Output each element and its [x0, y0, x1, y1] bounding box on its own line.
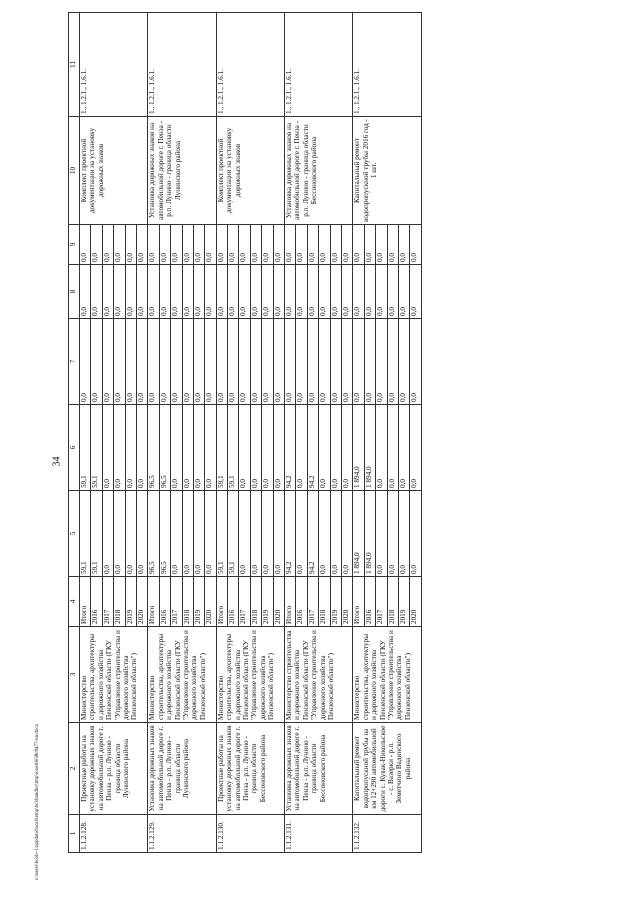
- row-activity-name: Установка дорожных знаков на автомобильной дороге г. Пенза - р.п. Лунино - граница области Бессоновского района: [285, 723, 353, 815]
- value-c9: 0,0: [125, 225, 136, 264]
- value-c5: 59,1: [217, 491, 228, 576]
- value-years: 2020: [136, 609, 145, 624]
- table-row: [285, 13, 353, 853]
- value-c7: 0,0: [114, 319, 125, 404]
- value-c6: 0,0: [273, 479, 282, 488]
- value-c8: 0,0: [102, 265, 113, 318]
- value-c7: 0,0: [250, 319, 261, 404]
- value-c5: 0,0: [262, 491, 273, 576]
- value-c6: 94,2: [307, 405, 318, 490]
- value-years: 2019: [262, 577, 273, 626]
- value-c6: 0,0: [398, 405, 409, 490]
- value-c6: 0,0: [125, 405, 136, 490]
- cell-years: [285, 577, 353, 627]
- value-c8: 0,0: [171, 265, 182, 318]
- column-header-2: 2: [69, 723, 80, 815]
- value-c7: 0,0: [91, 319, 102, 404]
- value-c9: 0,0: [364, 225, 375, 264]
- column-header-7: 7: [69, 319, 80, 405]
- value-c5: 0,0: [398, 491, 409, 576]
- value-c9: 0,0: [136, 253, 145, 262]
- cell-c7: [148, 319, 216, 405]
- value-c5: 0,0: [102, 491, 113, 576]
- row-result: Комплект проектной документации на установку дорожных знаков: [80, 117, 148, 225]
- value-c5: 0,0: [319, 491, 330, 576]
- value-c7: 0,0: [171, 319, 182, 404]
- value-c5: 0,0: [171, 491, 182, 576]
- value-c7: 0,0: [205, 393, 214, 402]
- cell-c5: [216, 491, 284, 577]
- table-row: [353, 13, 421, 853]
- value-years: 2017: [307, 577, 318, 626]
- row-activity-name: Капитальный ремонт водопропускной трубы на км 12+290 автомобильной дороги с. Кувак-Никольское - с. Вазерки - р.п. Земетчино Вадинского района: [353, 723, 421, 815]
- value-c9: 0,0: [91, 225, 102, 264]
- value-c8: 0,0: [307, 265, 318, 318]
- value-c7: 0,0: [319, 319, 330, 404]
- value-c9: 0,0: [250, 225, 261, 264]
- value-c8: 0,0: [341, 307, 350, 316]
- value-c8: 0,0: [182, 265, 193, 318]
- value-c6: 1 894,0: [353, 405, 364, 490]
- value-c8: 0,0: [217, 265, 228, 318]
- value-c9: 0,0: [205, 253, 214, 262]
- cell-c7: [216, 319, 284, 405]
- value-c9: 0,0: [307, 225, 318, 264]
- value-years: 2016: [228, 577, 239, 626]
- value-c6: 0,0: [410, 479, 419, 488]
- cell-c8: [80, 265, 148, 319]
- value-c5: 96,5: [148, 491, 159, 576]
- row-code: 1.1.2.130.: [216, 815, 284, 853]
- value-c7: 0,0: [125, 319, 136, 404]
- value-years: Итого: [217, 577, 228, 626]
- cell-c9: [80, 225, 148, 265]
- value-c7: 0,0: [410, 393, 419, 402]
- value-c6: 94,2: [285, 405, 296, 490]
- cell-years: [353, 577, 421, 627]
- value-c8: 0,0: [296, 265, 307, 318]
- value-c5: 0,0: [182, 491, 193, 576]
- value-years: 2017: [239, 577, 250, 626]
- value-c8: 0,0: [273, 307, 282, 316]
- value-c9: 0,0: [193, 225, 204, 264]
- value-c7: 0,0: [228, 319, 239, 404]
- value-years: 2017: [376, 577, 387, 626]
- cell-c6: [285, 405, 353, 491]
- table-row: [216, 13, 284, 853]
- column-header-6: 6: [69, 405, 80, 491]
- value-c7: 0,0: [80, 319, 91, 404]
- value-c8: 0,0: [159, 265, 170, 318]
- value-c5: 59,1: [228, 491, 239, 576]
- value-c6: 0,0: [262, 405, 273, 490]
- value-c8: 0,0: [193, 265, 204, 318]
- value-c7: 0,0: [239, 319, 250, 404]
- value-c9: 0,0: [410, 253, 419, 262]
- value-c9: 0,0: [273, 253, 282, 262]
- value-c7: 0,0: [193, 319, 204, 404]
- value-c6: 96,5: [159, 405, 170, 490]
- value-c9: 0,0: [171, 225, 182, 264]
- value-c7: 0,0: [273, 393, 282, 402]
- cell-c6: [353, 405, 421, 491]
- value-c5: 59,1: [91, 491, 102, 576]
- value-years: 2016: [159, 577, 170, 626]
- value-c5: 0,0: [376, 491, 387, 576]
- value-c9: 0,0: [341, 253, 350, 262]
- value-c9: 0,0: [262, 225, 273, 264]
- value-c5: 0,0: [205, 565, 214, 574]
- value-years: 2020: [205, 609, 214, 624]
- row-executor: Министерство строительства и дорожного хозяйства Пензенской области (ГКУ "Управление строительства и дорожного хозяйства Пензенской области"): [285, 627, 353, 723]
- value-c5: 0,0: [330, 491, 341, 576]
- value-years: Итого: [80, 577, 91, 626]
- row-activity-name: Проектные работы на установку дорожных знаков на автомобильной дороге г. Пенза - р.п. Лунино - граница области Лунинского района: [80, 723, 148, 815]
- value-c5: 0,0: [193, 491, 204, 576]
- value-c6: 0,0: [387, 405, 398, 490]
- value-c6: 0,0: [319, 405, 330, 490]
- cell-c6: [148, 405, 216, 491]
- value-c7: 0,0: [376, 319, 387, 404]
- table-row: [80, 13, 148, 853]
- value-c7: 0,0: [285, 319, 296, 404]
- program-table: [68, 12, 422, 853]
- value-c9: 0,0: [159, 225, 170, 264]
- value-c5: 96,5: [159, 491, 170, 576]
- value-years: 2018: [182, 577, 193, 626]
- value-c9: 0,0: [285, 225, 296, 264]
- row-result: Установка дорожных знаков на автомобильной дороге г. Пенза - р.п. Лунино - граница области Лунинского района: [148, 117, 216, 225]
- value-c5: 0,0: [136, 565, 145, 574]
- value-c8: 0,0: [330, 265, 341, 318]
- cell-c8: [216, 265, 284, 319]
- cell-c7: [285, 319, 353, 405]
- value-years: 2020: [273, 609, 282, 624]
- table-body: [80, 13, 422, 853]
- row-code: 1.1.2.132.: [353, 815, 421, 853]
- value-c6: 0,0: [136, 479, 145, 488]
- value-c5: 0,0: [273, 565, 282, 574]
- value-c9: 0,0: [148, 225, 159, 264]
- value-c8: 0,0: [228, 265, 239, 318]
- value-years: 2019: [125, 577, 136, 626]
- column-header-10: 10: [69, 117, 80, 225]
- value-c5: 0,0: [125, 491, 136, 576]
- value-c6: 0,0: [205, 479, 214, 488]
- row-executor: Министерство строительства, архитектуры и дорожного хозяйства Пензенской области (ГКУ "Управление строительства и дорожного хозяйства Пензенской области"): [353, 627, 421, 723]
- page-number: 34: [51, 456, 63, 467]
- value-c7: 0,0: [353, 319, 364, 404]
- value-c8: 0,0: [285, 265, 296, 318]
- value-c6: 0,0: [171, 405, 182, 490]
- value-years: 2018: [250, 577, 261, 626]
- value-c5: 0,0: [410, 565, 419, 574]
- value-c6: 0,0: [296, 405, 307, 490]
- value-years: Итого: [148, 577, 159, 626]
- value-years: 2016: [296, 577, 307, 626]
- value-c9: 0,0: [353, 225, 364, 264]
- row-reference: 1., 1.2.1., 1.6.1.: [216, 13, 284, 117]
- value-c6: 59,1: [228, 405, 239, 490]
- value-c9: 0,0: [217, 225, 228, 264]
- cell-c7: [80, 319, 148, 405]
- value-c8: 0,0: [250, 265, 261, 318]
- row-activity-name: Установка дорожных знаков на автомобильной дороге г. Пенза - р.п. Лунино - граница области Лунинского района: [148, 723, 216, 815]
- value-c9: 0,0: [319, 225, 330, 264]
- cell-c5: [285, 491, 353, 577]
- value-c6: 0,0: [330, 405, 341, 490]
- row-result: Комплект проектной документации на установку дорожных знаков: [216, 117, 284, 225]
- cell-c9: [353, 225, 421, 265]
- row-reference: 1., 1.2.1., 1.6.1.: [148, 13, 216, 117]
- value-c9: 0,0: [239, 225, 250, 264]
- value-c6: 96,5: [148, 405, 159, 490]
- value-c9: 0,0: [398, 225, 409, 264]
- cell-c8: [285, 265, 353, 319]
- value-c8: 0,0: [125, 265, 136, 318]
- value-c6: 59,1: [80, 405, 91, 490]
- value-c6: 59,1: [217, 405, 228, 490]
- value-c8: 0,0: [114, 265, 125, 318]
- value-c5: 0,0: [296, 491, 307, 576]
- value-c7: 0,0: [148, 319, 159, 404]
- value-c6: 59,1: [91, 405, 102, 490]
- column-header-9: 9: [69, 225, 80, 265]
- value-c8: 0,0: [387, 265, 398, 318]
- value-c5: 0,0: [239, 491, 250, 576]
- value-c6: 0,0: [341, 479, 350, 488]
- value-c7: 0,0: [364, 319, 375, 404]
- value-c5: 94,2: [307, 491, 318, 576]
- value-c8: 0,0: [91, 265, 102, 318]
- value-years: 2020: [410, 609, 419, 624]
- row-reference: 1., 1.2.1., 1.6.1.: [80, 13, 148, 117]
- cell-c5: [353, 491, 421, 577]
- cell-years: [80, 577, 148, 627]
- column-header-5: 5: [69, 491, 80, 577]
- cell-years: [216, 577, 284, 627]
- row-reference: 1., 1.2.1., 1.6.1.: [353, 13, 421, 117]
- cell-c8: [148, 265, 216, 319]
- value-c6: 0,0: [193, 405, 204, 490]
- value-years: 2019: [193, 577, 204, 626]
- value-c8: 0,0: [398, 265, 409, 318]
- column-header-11: 11: [69, 13, 80, 117]
- cell-c5: [148, 491, 216, 577]
- value-c8: 0,0: [136, 307, 145, 316]
- cell-c6: [216, 405, 284, 491]
- row-result: Установка дорожных знаков на автомобильной дороге г. Пенза - р.п. Лунино - граница области Бессоновского района: [285, 117, 353, 225]
- value-c8: 0,0: [319, 265, 330, 318]
- value-c7: 0,0: [217, 319, 228, 404]
- value-years: 2016: [364, 577, 375, 626]
- row-code: 1.1.2.128.: [80, 815, 148, 853]
- value-c5: 1 894,0: [364, 491, 375, 576]
- value-c5: 0,0: [250, 491, 261, 576]
- value-c7: 0,0: [398, 319, 409, 404]
- value-c9: 0,0: [102, 225, 113, 264]
- row-code: 1.1.2.131.: [285, 815, 353, 853]
- row-executor: Министерство строительства, архитектуры и дорожного хозяйства Пензенской области (ГКУ "Управление строительства и дорожного хозяйства Пензенской области"): [216, 627, 284, 723]
- row-code: 1.1.2.129.: [148, 815, 216, 853]
- value-years: 2018: [387, 577, 398, 626]
- value-c9: 0,0: [114, 225, 125, 264]
- cell-c7: [353, 319, 421, 405]
- value-years: Итого: [353, 577, 364, 626]
- value-c7: 0,0: [341, 393, 350, 402]
- value-c7: 0,0: [296, 319, 307, 404]
- cell-c8: [353, 265, 421, 319]
- value-years: 2017: [171, 577, 182, 626]
- value-c5: 0,0: [114, 491, 125, 576]
- value-years: 2019: [330, 577, 341, 626]
- value-years: 2018: [319, 577, 330, 626]
- value-c9: 0,0: [80, 225, 91, 264]
- column-header-4: 4: [69, 577, 80, 627]
- value-c5: 94,2: [285, 491, 296, 576]
- value-c6: 0,0: [182, 405, 193, 490]
- value-c8: 0,0: [262, 265, 273, 318]
- table-row: [148, 13, 216, 853]
- value-years: Итого: [285, 577, 296, 626]
- value-c7: 0,0: [387, 319, 398, 404]
- row-activity-name: Проектные работы на установку дорожных знаков на автомобильной дороге г. Пенза - р.п. Лунино - граница области Бессоновского района: [216, 723, 284, 815]
- cell-years: [148, 577, 216, 627]
- footer-file-path: c:\users\booh~1\appdata\local\temp\bcl\handler\tmp\ioxes6038c8477-nn.docx: [35, 723, 40, 880]
- column-header-8: 8: [69, 265, 80, 319]
- row-result: Капитальный ремонт водопропускной трубы 2016 год - 1 шт.: [353, 117, 421, 225]
- value-c6: 0,0: [250, 405, 261, 490]
- column-header-3: 3: [69, 627, 80, 723]
- value-c6: 0,0: [239, 405, 250, 490]
- column-number-row: [69, 13, 80, 853]
- cell-c9: [148, 225, 216, 265]
- value-c8: 0,0: [148, 265, 159, 318]
- value-years: 2016: [91, 577, 102, 626]
- cell-c9: [285, 225, 353, 265]
- value-c7: 0,0: [182, 319, 193, 404]
- value-c7: 0,0: [262, 319, 273, 404]
- value-years: 2019: [398, 577, 409, 626]
- row-executor: Министерство строительства, архитектуры и дорожного хозяйства Пензенской области (ГКУ "Управление строительства и дорожного хозяйства Пензенской области"): [148, 627, 216, 723]
- value-years: 2020: [341, 609, 350, 624]
- value-c6: 0,0: [114, 405, 125, 490]
- row-executor: Министерство строительства, архитектуры и дорожного хозяйства Пензенской области (ГКУ "Управление строительства и дорожного хозяйства Пензенской области"): [80, 627, 148, 723]
- row-reference: 1., 1.2.1., 1.6.1.: [285, 13, 353, 117]
- rotated-table-sheet: [68, 13, 422, 853]
- value-c5: 59,1: [80, 491, 91, 576]
- value-c7: 0,0: [330, 319, 341, 404]
- value-c9: 0,0: [228, 225, 239, 264]
- value-c7: 0,0: [136, 393, 145, 402]
- value-c5: 0,0: [341, 565, 350, 574]
- value-c5: 1 894,0: [353, 491, 364, 576]
- value-c7: 0,0: [102, 319, 113, 404]
- cell-c9: [216, 225, 284, 265]
- cell-c6: [80, 405, 148, 491]
- value-c5: 0,0: [387, 491, 398, 576]
- value-c6: 0,0: [102, 405, 113, 490]
- value-years: 2017: [102, 577, 113, 626]
- value-c8: 0,0: [376, 265, 387, 318]
- value-c9: 0,0: [330, 225, 341, 264]
- column-header-1: 1: [69, 815, 80, 853]
- value-years: 2018: [114, 577, 125, 626]
- value-c8: 0,0: [364, 265, 375, 318]
- value-c8: 0,0: [353, 265, 364, 318]
- value-c6: 1 894,0: [364, 405, 375, 490]
- value-c6: 0,0: [376, 405, 387, 490]
- value-c9: 0,0: [387, 225, 398, 264]
- value-c8: 0,0: [239, 265, 250, 318]
- value-c9: 0,0: [296, 225, 307, 264]
- value-c9: 0,0: [376, 225, 387, 264]
- value-c8: 0,0: [410, 307, 419, 316]
- value-c7: 0,0: [159, 319, 170, 404]
- value-c8: 0,0: [205, 307, 214, 316]
- cell-c5: [80, 491, 148, 577]
- value-c7: 0,0: [307, 319, 318, 404]
- value-c8: 0,0: [80, 265, 91, 318]
- value-c9: 0,0: [182, 225, 193, 264]
